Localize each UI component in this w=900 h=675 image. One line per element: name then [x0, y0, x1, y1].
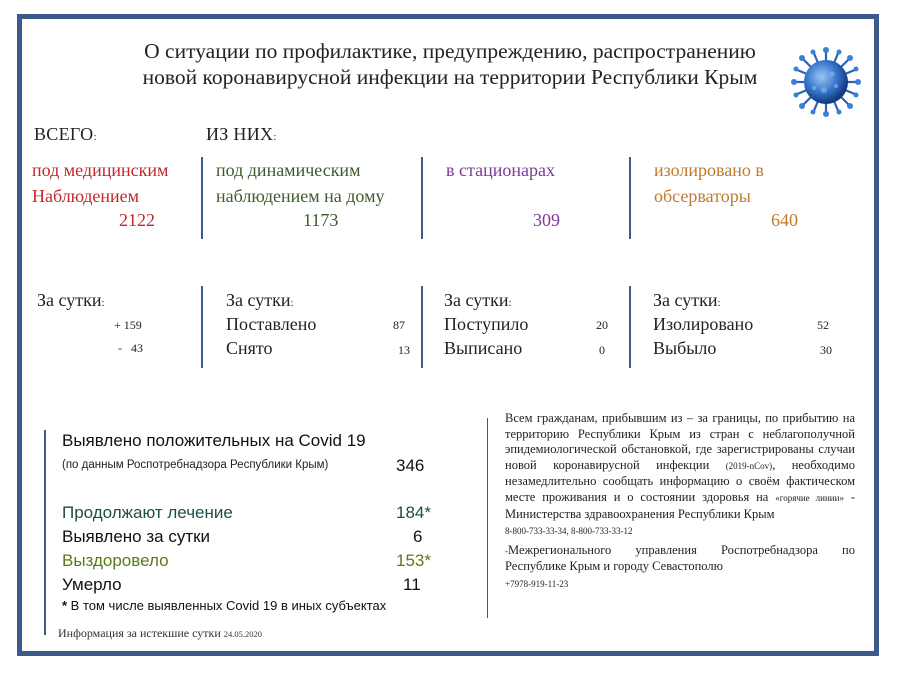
of-them-label: ИЗ НИХ [206, 124, 274, 144]
title-line-1: О ситуации по профилактике, предупреждению, распространению [144, 39, 756, 63]
notice-phone-2: +7978-919-11-23 [505, 578, 569, 589]
category-observatory: изолировано в обсерваторы [654, 160, 764, 206]
admitted-value: 20 [596, 318, 608, 332]
of-them-header: ИЗ НИХ: [206, 124, 277, 144]
notice-paragraph-2: -Межрегионального управления Роспотребнадзора по Республике Крым и городу Севастополю [505, 542, 855, 574]
covid-headline: Выявлено положительных на Covid 19 [62, 431, 366, 450]
notice-text [505, 411, 855, 593]
total-label: ВСЕГО [34, 124, 94, 144]
divider [44, 430, 46, 635]
isolated-value: 52 [817, 318, 829, 332]
covid-day-label: Выявлено за сутки [62, 527, 211, 546]
daily-label: За сутки: [653, 290, 721, 310]
removed-value: 13 [398, 343, 410, 357]
covid-positive-total: 346 [396, 456, 425, 475]
covid-recovered-value: 153* [396, 551, 431, 570]
covid-recovered-label: Выздоровело [62, 551, 169, 570]
daily-label: За сутки: [444, 290, 512, 310]
isolated-label: Изолировано [653, 314, 754, 334]
notice-phones-1: 8-800-733-33-34, 8-800-733-33-12 [505, 526, 633, 537]
category-hospital: в стационарах [446, 160, 555, 180]
removed-label: Снято [226, 338, 273, 358]
divider [201, 286, 203, 368]
notice-paragraph: Всем гражданам, прибывшим из – за границы, по прибытию на территорию Республики Крым из стран с неблагополучной эпидемиологической обстановкой, где зарегистрированы случаи новой коронавирусной инфекции (2019-nCov), необходимо незамедлительно сообщать информацию о своём фактическом месте проживания и о состоянии здоровья на «горячие линии» - Министерства здравоохранения Республики Крым [505, 411, 855, 521]
covid-footnote: * В том числе выявленных Covid 19 в иных субъектах [62, 598, 387, 613]
admitted-label: Поступило [444, 314, 529, 334]
value-hospital: 309 [533, 210, 560, 230]
divider [421, 157, 423, 239]
covid-died-label: Умерло [62, 575, 122, 594]
daily-label: За сутки: [226, 290, 294, 310]
coronavirus-icon [790, 46, 862, 118]
divider [629, 157, 631, 239]
value-home: 1173 [303, 210, 339, 230]
daily-minus-value: - 43 [118, 341, 143, 355]
info-date-note: Информация за истекшие сутки 24.05.2020 [58, 626, 262, 640]
covid-treatment-value: 184* [396, 503, 431, 522]
covid-died-value: 11 [403, 575, 421, 594]
daily-plus-value: + 159 [114, 318, 142, 332]
divider [421, 286, 423, 368]
covid-treatment-label: Продолжают лечение [62, 503, 233, 522]
divider [629, 286, 631, 368]
value-medical: 2122 [119, 210, 155, 230]
covid-source-note: (по данным Роспотребнадзора Республики Крым) [62, 459, 329, 471]
divider [487, 418, 488, 618]
departed-value: 30 [820, 343, 832, 357]
departed-label: Выбыло [653, 338, 717, 358]
category-medical: под медицинским Наблюдением [32, 160, 169, 206]
total-header: ВСЕГО: [34, 124, 97, 144]
title-line-2: новой коронавирусной инфекции на территории Республики Крым [142, 65, 758, 89]
discharged-label: Выписано [444, 338, 523, 358]
category-home: под динамическим наблюдением на дому [216, 160, 385, 206]
discharged-value: 0 [599, 343, 605, 357]
covid-day-value: 6 [413, 527, 423, 546]
placed-value: 87 [393, 318, 405, 332]
daily-label: За сутки: [37, 290, 105, 310]
page-title [0, 38, 900, 90]
divider [201, 157, 203, 239]
value-observatory: 640 [771, 210, 798, 230]
placed-label: Поставлено [226, 314, 317, 334]
